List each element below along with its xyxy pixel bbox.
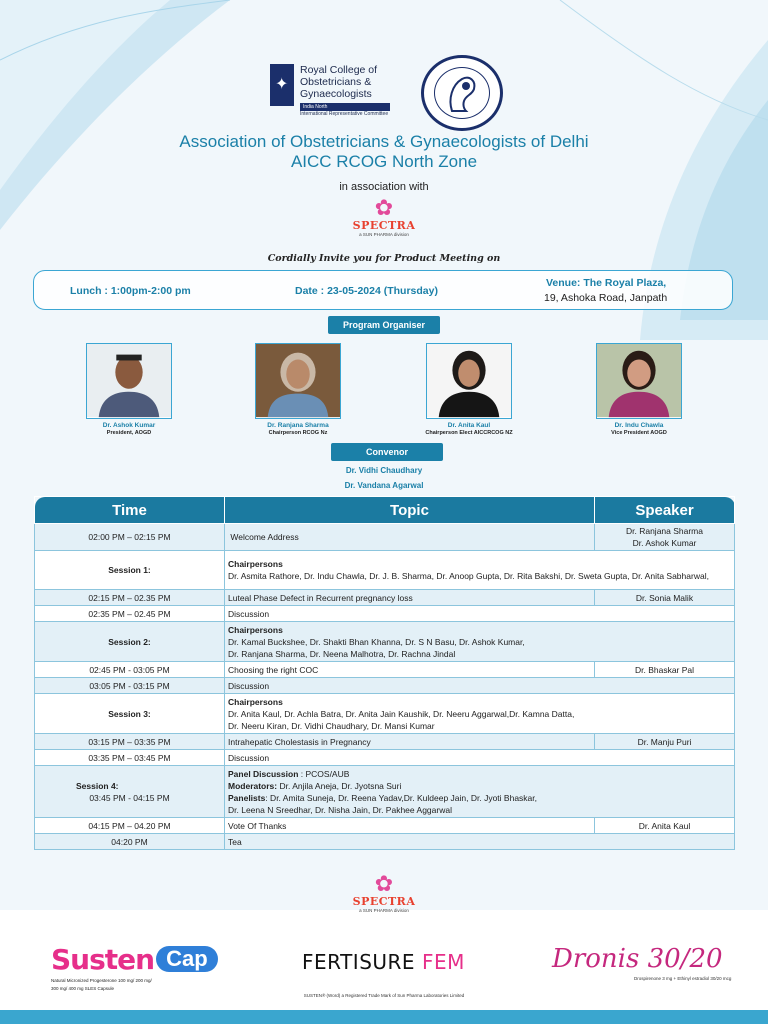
header-time: Time: [35, 497, 225, 524]
convenor-name: Dr. Vidhi Chaudhary: [345, 466, 423, 475]
topic-cell: Discussion: [225, 606, 735, 622]
session-label-cell: [35, 551, 225, 590]
organiser-name: Dr. Ranjana Sharma: [267, 422, 329, 429]
speaker-name: Dr. Ranjana Sharma: [625, 526, 703, 536]
panelists-value: : Dr. Amita Suneja, Dr. Reena Yadav,Dr. Kuldeep Jain, Dr. Jyoti Bhaskar,: [265, 792, 537, 803]
table-row: [35, 734, 735, 750]
aogd-seal-logo: [421, 55, 503, 131]
table-row: [35, 606, 735, 622]
mother-child-icon: [444, 73, 480, 113]
table-row: [35, 750, 735, 766]
table-row: [35, 834, 735, 850]
time-cell: 04:15 PM – 04.20 PM: [35, 818, 225, 834]
topic-cell: Discussion: [225, 678, 735, 694]
header-topic: Topic: [225, 497, 595, 524]
header-speaker: Speaker: [595, 497, 735, 524]
dronis-sub: Drospirenone 3 mg + Ethinyl estradiol 30/20 mcg: [634, 976, 732, 981]
time-cell: 02:45 PM - 03:05 PM: [35, 662, 225, 678]
person-photo: [86, 343, 172, 419]
panelists-line-2: Dr. Leena N Sreedhar, Dr. Nisha Jain, Dr. Pakhee Aggarwal: [228, 804, 452, 815]
dronis-logo: Dronis 30/20: [552, 944, 723, 974]
organiser-card: [584, 343, 694, 436]
event-info-bar: [33, 270, 733, 310]
chairpersons-list: Dr. Anita Kaul, Dr. Achla Batra, Dr. Anita Jain Kaushik, Dr. Neeru Aggarwal,Dr. Kamna Datta,: [228, 708, 575, 719]
chairpersons-list: Dr. Neeru Kiran, Dr. Vidhi Chaudhary, Dr. Mansi Kumar: [228, 720, 435, 731]
person-photo: [255, 343, 341, 419]
title-line-2: AICC RCOG North Zone: [290, 152, 478, 171]
session-label: Session 1:: [108, 565, 151, 575]
table-row: [35, 694, 735, 734]
susten-word: Susten: [51, 943, 155, 976]
spectra-sub: a SUN PHARMA division: [359, 908, 409, 913]
speaker-cell: Dr. Bhaskar Pal: [595, 662, 735, 678]
panelists-label: Panelists: [228, 792, 266, 803]
chairpersons-list: Dr. Ranjana Sharma, Dr. Neena Malhotra, Dr. Rachna Jindal: [228, 648, 456, 659]
person-silhouette-icon: [256, 343, 340, 418]
panel-cell: [225, 766, 735, 818]
session-label-cell: [35, 694, 225, 734]
organiser-name: Dr. Anita Kaul: [447, 422, 491, 429]
table-row: [35, 524, 735, 551]
association-text: in association with: [339, 181, 429, 193]
lunch-time: Lunch : 1:00pm-2:00 pm: [70, 285, 191, 297]
susten-cap: Cap: [156, 946, 218, 972]
rcog-band-sub: International Representative Committee: [300, 111, 389, 117]
organiser-card: [414, 343, 524, 436]
rcog-logo: [270, 64, 390, 122]
speaker-name: Dr. Ashok Kumar: [632, 538, 697, 548]
convenor-badge: Convenor: [331, 443, 443, 461]
moderators-line: [228, 780, 731, 792]
panel-label: Panel Discussion: [228, 768, 299, 779]
organiser-name: Dr. Indu Chawla: [614, 422, 664, 429]
aogd-seal-inner: [434, 67, 490, 119]
time-cell: 03:15 PM – 03:35 PM: [35, 734, 225, 750]
speaker-cell: [595, 524, 735, 551]
spectra-brand: SPECTRA: [352, 895, 416, 908]
time-cell: 02:00 PM – 02:15 PM: [35, 524, 225, 551]
topic-cell: Intrahepatic Cholestasis in Pregnancy: [225, 734, 595, 750]
panel-line: [228, 768, 731, 780]
chairpersons-label: Chairpersons: [228, 559, 283, 569]
chairpersons-label: Chairpersons: [228, 624, 283, 635]
spectra-logo-footer: [344, 873, 424, 913]
rcog-line-2: Obstetricians &: [300, 76, 372, 88]
topic-cell: Discussion: [225, 750, 735, 766]
session-label: Session 3:: [108, 708, 151, 719]
organiser-card: [243, 343, 353, 436]
session-label-cell: [35, 622, 225, 662]
time-cell: 03:05 PM - 03:15 PM: [35, 678, 225, 694]
sustencap-logo: [51, 943, 218, 992]
topic-cell: Luteal Phase Defect in Recurrent pregnancy loss: [225, 590, 595, 606]
table-row: [35, 590, 735, 606]
organiser-role: Chairperson Elect AICCRCOG NZ: [425, 430, 513, 436]
fertisure-fem-logo: [302, 950, 465, 974]
fem-word: FEM: [421, 950, 465, 974]
spectra-logo: [344, 197, 424, 237]
chairpersons-cell: [225, 551, 735, 590]
footer-strip: [0, 1010, 768, 1024]
chairpersons-list: Dr. Kamal Buckshee, Dr. Shakti Bhan Khanna, Dr. S N Basu, Dr. Ashok Kumar,: [228, 636, 525, 647]
chairpersons-list: Dr. Asmita Rathore, Dr. Indu Chawla, Dr. J. B. Sharma, Dr. Anoop Gupta, Dr. Rita Bakshi, Dr. Sweta Gupta, Dr. Anita Sabharwal,: [228, 571, 709, 581]
invite-text: Cordially Invite you for Product Meeting on: [267, 253, 501, 264]
table-row: [35, 766, 735, 818]
session-label: Session 2:: [108, 636, 151, 647]
topic-text: Welcome Address: [230, 532, 299, 542]
table-row: [35, 551, 735, 590]
table-row: [35, 818, 735, 834]
table-row: [35, 678, 735, 694]
person-photo: [596, 343, 682, 419]
table-row: [35, 622, 735, 662]
spectra-brand: SPECTRA: [352, 219, 416, 232]
panel-value: : PCOS/AUB: [298, 768, 350, 779]
organiser-role: President, AOGD: [106, 430, 152, 436]
rcog-band: India North: [300, 103, 390, 111]
program-table: [34, 496, 735, 850]
trademark-note: SUSTEN® (Word) a Registered Trade Mark of Sun Pharma Laboratories Limited: [303, 993, 465, 998]
session-time: 03:45 PM - 04:15 PM: [89, 792, 170, 803]
topic-cell: Choosing the right COC: [225, 662, 595, 678]
chairpersons-cell: [225, 694, 735, 734]
time-cell: 02:35 PM – 02.45 PM: [35, 606, 225, 622]
venue-address: 19, Ashoka Road, Janpath: [544, 292, 668, 304]
topic-cell: Tea: [225, 834, 735, 850]
organiser-card: [74, 343, 184, 436]
spectra-sub: a SUN PHARMA division: [359, 232, 409, 237]
organiser-name: Dr. Ashok Kumar: [102, 422, 156, 429]
person-photo: [426, 343, 512, 419]
table-header-row: [35, 497, 735, 524]
speaker-cell: Dr. Manju Puri: [595, 734, 735, 750]
rcog-shield-icon: [270, 64, 294, 106]
chairpersons-cell: [225, 622, 735, 662]
convenor-name: Dr. Vandana Agarwal: [344, 481, 424, 490]
flower-icon: ✿: [374, 195, 394, 220]
flower-icon: ✿: [374, 871, 394, 896]
event-date: Date : 23-05-2024 (Thursday): [295, 285, 438, 297]
session-label: Session 4:: [76, 780, 119, 791]
moderators-label: Moderators:: [228, 780, 278, 791]
session-label-cell: [35, 766, 225, 818]
rcog-line-3: Gynaecologists: [300, 88, 372, 100]
table-row: [35, 662, 735, 678]
panelists-line: [228, 792, 731, 804]
speaker-cell: Dr. Sonia Malik: [595, 590, 735, 606]
time-cell: 04:20 PM: [35, 834, 225, 850]
program-organiser-badge: Program Organiser: [328, 316, 440, 334]
person-silhouette-icon: [87, 343, 171, 418]
time-cell: 03:35 PM – 03:45 PM: [35, 750, 225, 766]
moderators-value: Dr. Anjila Aneja, Dr. Jyotsna Suri: [277, 780, 402, 791]
title-line-1: Association of Obstetricians & Gynaecologists of Delhi: [179, 132, 589, 151]
person-silhouette-icon: [427, 343, 511, 418]
time-cell: 02:15 PM – 02.35 PM: [35, 590, 225, 606]
organiser-role: Chairperson RCOG Nz: [268, 430, 328, 436]
speaker-cell: Dr. Anita Kaul: [595, 818, 735, 834]
rcog-line-1: Royal College of: [300, 64, 378, 76]
topic-cell: [225, 524, 595, 551]
susten-sub-1: Natural Micronized Progesterone 100 mg/ 200 mg/: [51, 978, 152, 983]
venue-name: Venue: The Royal Plaza,: [546, 277, 667, 289]
fertisure-word: FERTISURE: [302, 950, 416, 974]
person-silhouette-icon: [597, 343, 681, 418]
susten-sub-2: 300 mg/ 400 mg SLES Capsule: [51, 986, 115, 991]
chairpersons-label: Chairpersons: [228, 696, 283, 707]
organiser-role: Vice President AOGD: [611, 430, 667, 436]
topic-cell: Vote Of Thanks: [225, 818, 595, 834]
